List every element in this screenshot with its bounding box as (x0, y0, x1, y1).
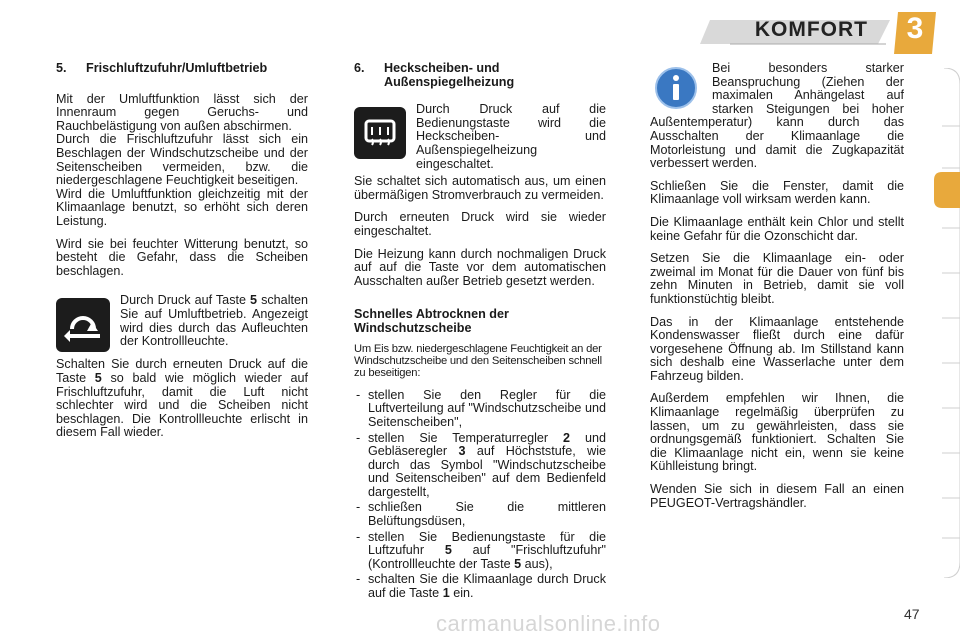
info-icon (654, 66, 698, 110)
paragraph: Wenden Sie sich in diesem Fall an einen PEUGEOT-Vertragshändler. (650, 482, 904, 510)
defrost-text: Durch Druck auf die Bedienungstaste wird die Heckscheiben- und Außenspiegelheizung eingeschaltet. (416, 103, 606, 171)
section-5-title: Frischluftzufuhr/Umluftbetrieb (86, 61, 268, 75)
list-item: - stellen Sie Temperaturregler 2 und Gebläseregler 3 auf Höchststufe, wie durch das Symbol "Windschutzscheibe und Seitenscheiben" auf dem Bedienfeld dargestellt, (354, 432, 606, 500)
recirculation-icon (56, 298, 110, 352)
paragraph: Wird sie bei feuchter Witterung benutzt, so besteht die Gefahr, dass die Scheiben beschlagen. (56, 236, 308, 278)
quick-defog-intro: Um Eis bzw. niedergeschlagene Feuchtigkeit an der Windschutzscheibe und den Seitenscheiben schnell zu beseitigen: (354, 342, 602, 380)
section-6-number: 6. (354, 61, 365, 75)
defrost-block (354, 103, 606, 171)
recirc-text: Durch Druck auf Taste 5 schalten Sie auf Umluftbetrieb. Angezeigt wird dies durch das Aufleuchten der Kontrollleuchte. (120, 294, 308, 349)
list-item: - schalten Sie die Klimaanlage durch Druck auf die Taste 1 ein. (354, 573, 606, 600)
chapter-number: 3 (906, 12, 924, 45)
info-block (650, 62, 904, 180)
paragraph: Die Heizung kann durch nochmaligen Druck auf auf die Taste vor dem automatischen Ausschalten außer Betrieb gesetzt werden. (354, 246, 606, 288)
section-5-number: 5. (56, 61, 67, 75)
tab-active[interactable] (934, 172, 960, 208)
section-5-heading (56, 62, 308, 76)
list-item: - stellen Sie den Regler für die Luftverteilung auf "Windschutzscheibe und Seitenscheiben", (354, 389, 606, 430)
paragraph: Schalten Sie durch erneuten Druck auf die Taste 5 so bald wie möglich wieder auf Frischluftzufuhr, damit die Luft nicht schlechter wird und die Scheiben nicht beschlagen. Die Kontrollleuchte erlischt in diesem Fall wieder. (56, 357, 308, 440)
paragraph: Wird die Umluftfunktion gleichzeitig mit der Klimaanlage benutzt, so erhöht sich deren Leistung. (56, 186, 308, 228)
paragraph: Schließen Sie die Fenster, damit die Klimaanlage voll wirksam werden kann. (650, 178, 904, 207)
paragraph: Durch erneuten Druck wird sie wieder eingeschaltet. (354, 210, 606, 238)
list-item: - stellen Sie Bedienungstaste für die Luftzufuhr 5 auf "Frischluftzufuhr" (Kontrollleuchte der Taste 5 aus), (354, 531, 606, 572)
paragraph: Das in der Klimaanlage entstehende Kondenswasser fließt durch eine dafür vorgesehene Öffnung ab. Im Stillstand kann sich deshalb eine Wasserlache unter dem Fahrzeug bilden. (650, 314, 904, 383)
paragraph: Mit der Umluftfunktion lässt sich der Innenraum gegen Geruchs- und Rauchbelästigung von außen abschirmen. (56, 91, 308, 133)
tab-strip (928, 68, 960, 578)
quick-defog-steps (354, 389, 606, 601)
column-2 (354, 62, 606, 603)
rear-defrost-icon (354, 107, 406, 159)
section-6-heading (354, 62, 606, 89)
paragraph: Bei besonders starker Beanspruchung (Ziehen der maximalen Anhängelast auf starken Steigungen bei hoher Außentemperatur) kann durch das Ausschalten der Klimaanlage die Motorleistung und damit die Zugkapazität verbessert werden. (650, 62, 904, 171)
section-6-title-line1: Heckscheiben- und (384, 61, 500, 75)
chapter-title: KOMFORT (754, 18, 868, 41)
chapter-tabs (928, 68, 960, 578)
list-item: - schließen Sie die mittleren Belüftungsdüsen, (354, 501, 606, 528)
quick-defog-heading: Schnelles Abtrocknen der Windschutzscheibe (354, 307, 509, 335)
paragraph: Außerdem empfehlen wir Ihnen, die Klimaanlage regelmäßig überprüfen zu lassen, um zu gewährleisten, dass sie ordnungsgemäß funktioniert. Schalten Sie die Klimaanlage nicht ein, wenn sie keine Kühlleistung bringt. (650, 391, 904, 474)
page-header (0, 0, 960, 56)
recirc-block (56, 294, 308, 352)
watermark: carmanualsonline.info (436, 611, 661, 636)
column-1 (56, 62, 308, 449)
column-3 (650, 62, 904, 519)
paragraph: Setzen Sie die Klimaanlage ein- oder zweimal im Monat für die Dauer von fünf bis zehn Minuten in Betrieb, damit sie voll funktionstüchtig bleibt. (650, 251, 904, 306)
paragraph: Durch die Frischluftzufuhr lässt sich ein Beschlagen der Windschutzscheibe und der Seitenscheiben vermeiden, bzw. die niedergeschlagene Feuchtigkeit beseitigen. (56, 132, 308, 188)
paragraph: Die Klimaanlage enthält kein Chlor und stellt keine Gefahr für die Ozonschicht dar. (650, 214, 904, 243)
page-number: 47 (904, 606, 920, 622)
section-6-title-line2: Außenspiegelheizung (384, 74, 515, 89)
paragraph: Sie schaltet sich automatisch aus, um einen übermäßigen Stromverbrauch zu vermeiden. (354, 174, 606, 202)
